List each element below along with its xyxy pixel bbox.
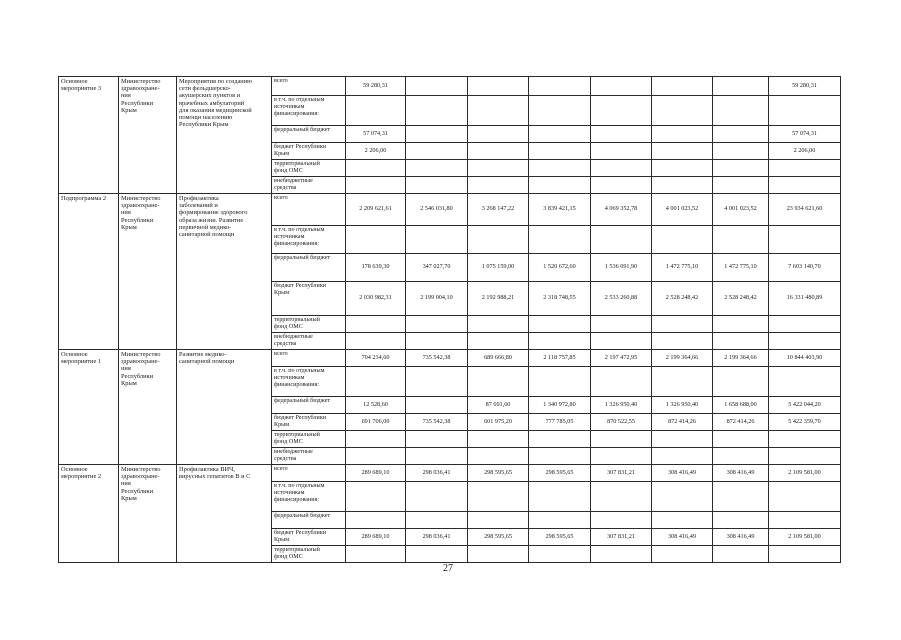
total-value-cell bbox=[769, 333, 841, 350]
value-cell: 735 542,38 bbox=[406, 350, 468, 367]
value-cell bbox=[346, 160, 406, 177]
value-cell: 2 030 982,31 bbox=[346, 282, 406, 316]
value-cell bbox=[468, 316, 529, 333]
value-cell: 298 036,41 bbox=[406, 465, 468, 482]
funding-source-cell: внебюджетные средства bbox=[272, 448, 346, 465]
total-value-cell: 59 280,31 bbox=[769, 77, 841, 96]
total-value-cell bbox=[769, 546, 841, 563]
total-value-cell: 2 206,00 bbox=[769, 143, 841, 160]
executor-cell: Министерство здравоохране- ния Республики Крым bbox=[119, 194, 177, 350]
value-cell bbox=[591, 96, 652, 126]
value-cell: 59 280,31 bbox=[346, 77, 406, 96]
table-row bbox=[59, 350, 841, 367]
funding-source-cell: федеральный бюджет bbox=[272, 397, 346, 414]
row-status-cell: Подпрограмма 2 bbox=[59, 194, 119, 350]
value-cell bbox=[713, 448, 769, 465]
total-value-cell: 5 422 359,70 bbox=[769, 414, 841, 431]
value-cell: 1 075 159,00 bbox=[468, 254, 529, 282]
value-cell bbox=[652, 431, 713, 448]
value-cell bbox=[652, 226, 713, 254]
value-cell: 2 206,00 bbox=[346, 143, 406, 160]
total-value-cell: 23 934 621,60 bbox=[769, 194, 841, 226]
total-value-cell: 7 603 140,70 bbox=[769, 254, 841, 282]
value-cell: 872 414,26 bbox=[652, 414, 713, 431]
value-cell bbox=[468, 448, 529, 465]
value-cell bbox=[468, 143, 529, 160]
value-cell: 2 528 248,42 bbox=[713, 282, 769, 316]
value-cell: 87 691,60 bbox=[468, 397, 529, 414]
value-cell: 4 001 023,52 bbox=[713, 194, 769, 226]
value-cell: 298 595,65 bbox=[468, 465, 529, 482]
value-cell bbox=[652, 316, 713, 333]
value-cell bbox=[713, 316, 769, 333]
value-cell: 57 074,31 bbox=[346, 126, 406, 143]
value-cell bbox=[346, 96, 406, 126]
value-cell bbox=[591, 126, 652, 143]
value-cell bbox=[468, 96, 529, 126]
total-value-cell: 16 331 480,89 bbox=[769, 282, 841, 316]
value-cell bbox=[406, 512, 468, 529]
funding-source-cell: бюджет Республики Крым bbox=[272, 282, 346, 316]
value-cell bbox=[713, 333, 769, 350]
value-cell bbox=[468, 482, 529, 512]
value-cell bbox=[468, 367, 529, 397]
value-cell bbox=[468, 160, 529, 177]
value-cell bbox=[713, 367, 769, 397]
funding-source-cell: бюджет Республики Крым bbox=[272, 529, 346, 546]
value-cell bbox=[591, 77, 652, 96]
value-cell: 2 318 748,55 bbox=[529, 282, 591, 316]
value-cell bbox=[529, 316, 591, 333]
value-cell: 2 533 260,88 bbox=[591, 282, 652, 316]
value-cell bbox=[713, 431, 769, 448]
value-cell bbox=[346, 546, 406, 563]
total-value-cell bbox=[769, 482, 841, 512]
value-cell bbox=[713, 226, 769, 254]
value-cell: 289 689,10 bbox=[346, 529, 406, 546]
value-cell bbox=[652, 333, 713, 350]
value-cell bbox=[529, 333, 591, 350]
value-cell bbox=[346, 177, 406, 194]
value-cell: 1 472 775,10 bbox=[713, 254, 769, 282]
value-cell: 4 069 352,78 bbox=[591, 194, 652, 226]
value-cell bbox=[346, 512, 406, 529]
value-cell bbox=[652, 126, 713, 143]
value-cell: 1 326 950,40 bbox=[652, 397, 713, 414]
value-cell: 298 595,65 bbox=[529, 465, 591, 482]
value-cell: 1 658 688,00 bbox=[713, 397, 769, 414]
funding-source-cell: федеральный бюджет bbox=[272, 126, 346, 143]
funding-source-cell: территориальный фонд ОМС bbox=[272, 160, 346, 177]
value-cell bbox=[346, 316, 406, 333]
total-value-cell bbox=[769, 96, 841, 126]
value-cell: 3 839 421,15 bbox=[529, 194, 591, 226]
value-cell bbox=[406, 177, 468, 194]
total-value-cell bbox=[769, 160, 841, 177]
value-cell: 308 416,49 bbox=[713, 529, 769, 546]
value-cell bbox=[468, 512, 529, 529]
value-cell bbox=[652, 177, 713, 194]
value-cell: 178 639,30 bbox=[346, 254, 406, 282]
value-cell bbox=[591, 431, 652, 448]
value-cell: 298 595,65 bbox=[468, 529, 529, 546]
value-cell: 298 036,41 bbox=[406, 529, 468, 546]
value-cell bbox=[346, 431, 406, 448]
funding-source-cell: территориальный фонд ОМС bbox=[272, 316, 346, 333]
total-value-cell bbox=[769, 316, 841, 333]
value-cell bbox=[591, 482, 652, 512]
value-cell bbox=[529, 512, 591, 529]
value-cell: 1 472 775,10 bbox=[652, 254, 713, 282]
funding-source-cell: в т.ч. по отдельным источникам финансирования: bbox=[272, 226, 346, 254]
value-cell bbox=[652, 367, 713, 397]
value-cell bbox=[713, 177, 769, 194]
value-cell: 298 595,65 bbox=[529, 529, 591, 546]
total-value-cell: 57 074,31 bbox=[769, 126, 841, 143]
value-cell bbox=[529, 77, 591, 96]
value-cell bbox=[406, 448, 468, 465]
table-row bbox=[59, 465, 841, 482]
measure-name-cell: Профилактика ВИЧ, вирусных гепатитов В и С bbox=[177, 465, 272, 563]
value-cell bbox=[591, 367, 652, 397]
value-cell bbox=[406, 397, 468, 414]
row-status-cell: Основное мероприятие 1 bbox=[59, 350, 119, 465]
value-cell bbox=[529, 482, 591, 512]
funding-source-cell: федеральный бюджет bbox=[272, 254, 346, 282]
value-cell bbox=[406, 482, 468, 512]
value-cell: 4 001 023,52 bbox=[652, 194, 713, 226]
value-cell bbox=[652, 96, 713, 126]
value-cell: 1 326 950,40 bbox=[591, 397, 652, 414]
value-cell bbox=[468, 126, 529, 143]
funding-source-cell: бюджет Республики Крым bbox=[272, 143, 346, 160]
value-cell bbox=[406, 333, 468, 350]
table-row bbox=[59, 77, 841, 96]
value-cell: 1 340 972,80 bbox=[529, 397, 591, 414]
value-cell: 870 522,55 bbox=[591, 414, 652, 431]
value-cell bbox=[406, 316, 468, 333]
funding-source-cell: всего bbox=[272, 194, 346, 226]
value-cell bbox=[591, 546, 652, 563]
total-value-cell bbox=[769, 177, 841, 194]
total-value-cell: 2 109 581,00 bbox=[769, 529, 841, 546]
value-cell bbox=[346, 226, 406, 254]
value-cell bbox=[713, 482, 769, 512]
measure-name-cell: Мероприятия по созданию сети фельдшерско- акушерских пунктов и врачебных амбулаторий для оказания медицинской помощи населению Республики Крым bbox=[177, 77, 272, 194]
measure-name-cell: Развитие медико- санитарной помощи bbox=[177, 350, 272, 465]
value-cell bbox=[652, 482, 713, 512]
value-cell bbox=[406, 77, 468, 96]
value-cell: 691 706,00 bbox=[346, 414, 406, 431]
value-cell: 2 199 004,10 bbox=[406, 282, 468, 316]
value-cell bbox=[406, 96, 468, 126]
funding-source-cell: федеральный бюджет bbox=[272, 512, 346, 529]
value-cell bbox=[591, 316, 652, 333]
value-cell: 1 520 672,60 bbox=[529, 254, 591, 282]
value-cell bbox=[529, 96, 591, 126]
value-cell: 777 785,05 bbox=[529, 414, 591, 431]
value-cell: 2 528 248,42 bbox=[652, 282, 713, 316]
value-cell bbox=[406, 126, 468, 143]
value-cell bbox=[346, 367, 406, 397]
value-cell bbox=[346, 333, 406, 350]
executor-cell: Министерство здравоохране- ния Республики Крым bbox=[119, 465, 177, 563]
funding-source-cell: всего bbox=[272, 465, 346, 482]
value-cell bbox=[529, 448, 591, 465]
budget-table bbox=[58, 76, 841, 563]
value-cell bbox=[406, 367, 468, 397]
value-cell bbox=[713, 512, 769, 529]
value-cell: 308 416,49 bbox=[652, 465, 713, 482]
total-value-cell bbox=[769, 431, 841, 448]
value-cell: 289 689,10 bbox=[346, 465, 406, 482]
value-cell bbox=[468, 177, 529, 194]
value-cell bbox=[468, 546, 529, 563]
row-status-cell: Основное мероприятие 2 bbox=[59, 465, 119, 563]
value-cell: 2 546 031,80 bbox=[406, 194, 468, 226]
value-cell bbox=[529, 126, 591, 143]
funding-source-cell: территориальный фонд ОМС bbox=[272, 431, 346, 448]
table-row bbox=[59, 194, 841, 226]
value-cell bbox=[713, 546, 769, 563]
total-value-cell bbox=[769, 448, 841, 465]
table-body bbox=[59, 77, 841, 563]
row-status-cell: Основное мероприятие 3 bbox=[59, 77, 119, 194]
value-cell bbox=[652, 448, 713, 465]
value-cell: 2 199 364,66 bbox=[652, 350, 713, 367]
total-value-cell: 2 109 581,00 bbox=[769, 465, 841, 482]
value-cell bbox=[591, 333, 652, 350]
value-cell bbox=[713, 96, 769, 126]
total-value-cell bbox=[769, 512, 841, 529]
page-number: 27 bbox=[443, 563, 453, 574]
value-cell: 12 528,60 bbox=[346, 397, 406, 414]
value-cell bbox=[406, 160, 468, 177]
value-cell bbox=[468, 77, 529, 96]
value-cell: 347 027,70 bbox=[406, 254, 468, 282]
funding-source-cell: бюджет Республики Крым bbox=[272, 414, 346, 431]
value-cell bbox=[713, 77, 769, 96]
funding-source-cell: всего bbox=[272, 350, 346, 367]
total-value-cell: 10 844 403,90 bbox=[769, 350, 841, 367]
total-value-cell: 5 422 044,20 bbox=[769, 397, 841, 414]
value-cell bbox=[406, 431, 468, 448]
value-cell bbox=[468, 431, 529, 448]
value-cell: 307 831,21 bbox=[591, 529, 652, 546]
value-cell bbox=[591, 177, 652, 194]
measure-name-cell: Профилактика заболеваний и формирование здорового образа жизни. Развитие первичной медико- санитарной помощи bbox=[177, 194, 272, 350]
value-cell: 704 234,60 bbox=[346, 350, 406, 367]
total-value-cell bbox=[769, 367, 841, 397]
value-cell bbox=[346, 448, 406, 465]
value-cell: 308 416,49 bbox=[652, 529, 713, 546]
funding-source-cell: в т.ч. по отдельным источникам финансирования: bbox=[272, 482, 346, 512]
value-cell bbox=[406, 226, 468, 254]
value-cell bbox=[652, 77, 713, 96]
value-cell bbox=[346, 482, 406, 512]
value-cell bbox=[713, 126, 769, 143]
value-cell bbox=[468, 226, 529, 254]
value-cell bbox=[591, 160, 652, 177]
value-cell: 2 192 988,21 bbox=[468, 282, 529, 316]
funding-source-cell: внебюджетные средства bbox=[272, 177, 346, 194]
value-cell bbox=[529, 546, 591, 563]
value-cell: 2 199 364,66 bbox=[713, 350, 769, 367]
value-cell: 308 416,49 bbox=[713, 465, 769, 482]
value-cell bbox=[529, 226, 591, 254]
value-cell bbox=[591, 143, 652, 160]
funding-source-cell: внебюджетные средства bbox=[272, 333, 346, 350]
value-cell bbox=[652, 160, 713, 177]
value-cell bbox=[591, 512, 652, 529]
value-cell bbox=[591, 226, 652, 254]
executor-cell: Министерство здравоохране- ния Республики Крым bbox=[119, 350, 177, 465]
value-cell bbox=[529, 143, 591, 160]
value-cell bbox=[529, 177, 591, 194]
executor-cell: Министерство здравоохране- ния Республики Крым bbox=[119, 77, 177, 194]
value-cell bbox=[591, 448, 652, 465]
value-cell: 872 414,26 bbox=[713, 414, 769, 431]
funding-source-cell: территориальный фонд ОМС bbox=[272, 546, 346, 563]
value-cell bbox=[652, 546, 713, 563]
value-cell: 3 268 147,22 bbox=[468, 194, 529, 226]
value-cell bbox=[406, 546, 468, 563]
value-cell: 2 209 621,61 bbox=[346, 194, 406, 226]
funding-source-cell: в т.ч. по отдельным источникам финансирования: bbox=[272, 367, 346, 397]
value-cell: 2 118 757,85 bbox=[529, 350, 591, 367]
value-cell: 689 666,80 bbox=[468, 350, 529, 367]
value-cell: 307 831,21 bbox=[591, 465, 652, 482]
value-cell bbox=[468, 333, 529, 350]
total-value-cell bbox=[769, 226, 841, 254]
value-cell bbox=[713, 143, 769, 160]
value-cell bbox=[529, 431, 591, 448]
value-cell bbox=[652, 512, 713, 529]
value-cell: 601 975,20 bbox=[468, 414, 529, 431]
value-cell: 1 536 091,90 bbox=[591, 254, 652, 282]
value-cell bbox=[652, 143, 713, 160]
value-cell: 2 197 472,95 bbox=[591, 350, 652, 367]
value-cell bbox=[529, 160, 591, 177]
value-cell bbox=[406, 143, 468, 160]
funding-source-cell: всего bbox=[272, 77, 346, 96]
funding-source-cell: в т.ч. по отдельным источникам финансирования: bbox=[272, 96, 346, 126]
value-cell: 735 542,38 bbox=[406, 414, 468, 431]
value-cell bbox=[713, 160, 769, 177]
value-cell bbox=[529, 367, 591, 397]
